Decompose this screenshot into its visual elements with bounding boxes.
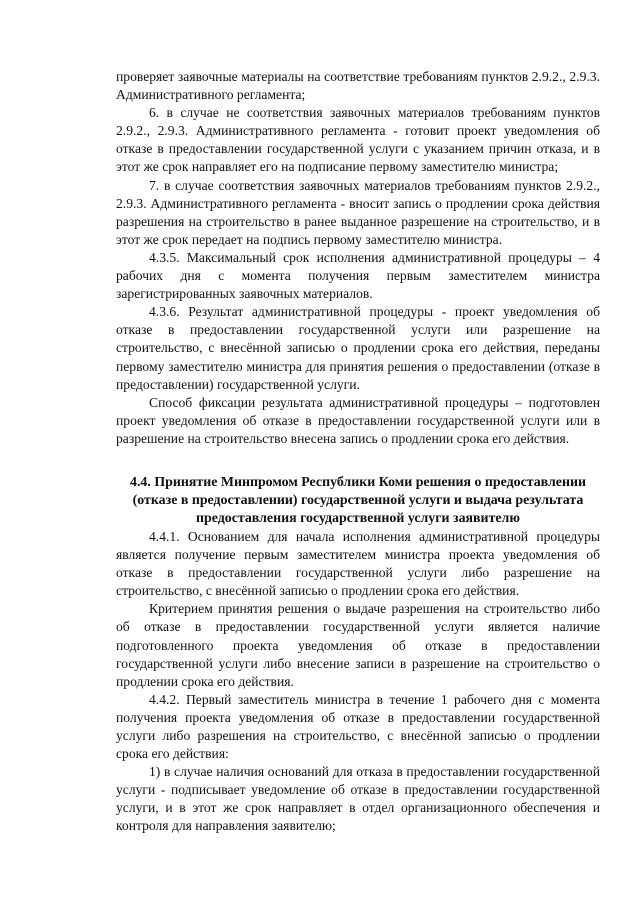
paragraph-criterion: Критерием принятия решения о выдаче разрешения на строительство либо об отказе в предоставлении государственной услуги является наличие подготовленного проекта уведомления об отказе в предоставлении государственной услуги либо внесение записи в разрешение на строительство о продлении срока его действия. [116,601,600,689]
paragraph-item-6: 6. в случае не соответствия заявочных материалов требованиям пунктов 2.9.2., 2.9.3. Административного регламента - готовит проект уведомления об отказе в предоставлении государственной услуги с указанием причин отказа, и в этот же срок направляет его на подписание первому заместителю министра; [116,105,600,175]
paragraph-4-4-1: 4.4.1. Основанием для начала исполнения административной процедуры является получение первым заместителем министра проекта уведомления об отказе в предоставлении государственной услуги либо разрешение на строительство, с внесённой записью о продлении срока его действия. [116,528,600,599]
paragraph-continuation: проверяет заявочные материалы на соответствие требованиям пунктов 2.9.2., 2.9.3. Административного регламента; [116,69,600,103]
section-heading-4-4: 4.4. Принятие Минпромом Республики Коми решения о предоставлении (отказе в предоставлении) государственной услуги и выдача результата предоставления государственной услуги заявителю [130,474,586,526]
paragraph-4-4-2: 4.4.2. Первый заместитель министра в течение 1 рабочего дня с момента получения проекта уведомления об отказе в предоставлении государственной услуги либо разрешения на строительство, с внесённой записью о продлении срока его действия: [116,691,600,762]
paragraph-fixation-method: Способ фиксации результата административной процедуры – подготовлен проект уведомления об отказе в предоставлении государственной услуги или в разрешение на строительство внесена запись о продлении срока его действия. [116,394,600,446]
paragraph-4-3-6: 4.3.6. Результат административной процедуры - проект уведомления об отказе в предоставлении государственной услуги или разрешение на строительство, с внесённой записью о продлении срока его действия, переданы первому заместителю министра для принятия решения о предоставлении (отказе в предоставлении) государственной услуги. [116,304,600,392]
document-body [116,68,600,836]
paragraph-item-7: 7. в случае соответствия заявочных материалов требованиям пунктов 2.9.2., 2.9.3. Административного регламента - вносит запись о продлении срока действия разрешения на строительство в ранее выданное разрешение на строительство, и в этот же срок передает на подпись первому заместителю министра. [116,177,600,247]
paragraph-4-3-5: 4.3.5. Максимальный срок исполнения административной процедуры – 4 рабочих дня с момента получения первым заместителем министра зарегистрированных заявочных материалов. [116,249,600,302]
paragraph-item-1: 1) в случае наличия оснований для отказа в предоставлении государственной услуги - подписывает уведомление об отказе в предоставлении государственной услуги, и в этот же срок направляет в отдел организационного обеспечения и контроля для направления заявителю; [116,764,600,834]
